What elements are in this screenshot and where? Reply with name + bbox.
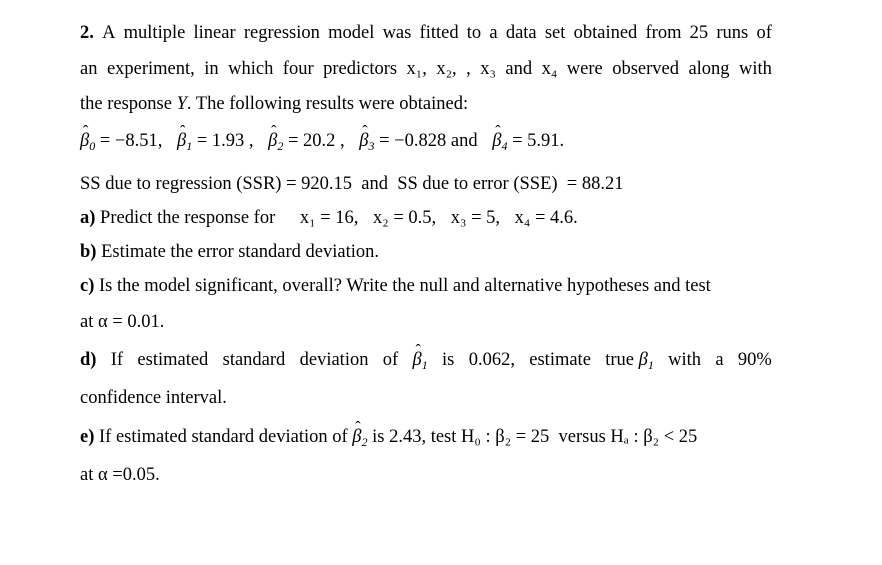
part-c-line-2: at α = 0.01. xyxy=(80,312,165,332)
word: experiment, xyxy=(106,59,195,79)
part-e-text: If estimated standard deviation of xyxy=(99,427,348,447)
word: in xyxy=(204,59,219,79)
part-d-line-2: confidence interval. xyxy=(80,388,227,408)
word: to xyxy=(466,23,482,43)
text: . The following results were obtained: xyxy=(186,94,469,114)
part-e xyxy=(80,428,697,448)
intro-line-2 xyxy=(80,60,772,79)
estimates-line xyxy=(80,132,564,152)
intro-line-1 xyxy=(80,24,772,43)
word: of xyxy=(382,350,399,370)
beta-3-value: = −0.828 xyxy=(379,131,447,151)
word: 25 xyxy=(689,23,709,43)
beta-4-value: = 5.91. xyxy=(512,131,565,151)
word: set xyxy=(544,23,566,43)
text: the response xyxy=(80,94,177,114)
word: fitted xyxy=(419,23,459,43)
word: multiple xyxy=(123,23,186,43)
word: If xyxy=(110,350,124,370)
word: deviation xyxy=(299,350,369,370)
beta-hat-3: ˆ $\beta_3$ xyxy=(359,132,374,152)
word: with xyxy=(739,59,772,79)
word: data xyxy=(505,23,537,43)
word: 90% xyxy=(737,350,772,370)
word: estimated xyxy=(137,350,209,370)
beta-hat-1: ˆ $\beta_1$ xyxy=(177,132,192,152)
beta-hat-2: ˆ $\beta_2$ xyxy=(268,132,283,152)
x2-value: x₂ = 0.5, xyxy=(373,208,437,228)
part-d-label: d) xyxy=(80,350,97,370)
word: and xyxy=(505,59,533,79)
part-e-hypotheses: is 2.43, test H₀ : β₂ = 25 versus Hₐ : β₂ < 25 xyxy=(372,427,698,447)
word: obtained xyxy=(573,23,638,43)
beta-hat-0: ˆ $\beta_0$ xyxy=(80,132,95,152)
word: observed xyxy=(612,59,679,79)
word: were xyxy=(566,59,603,79)
part-b xyxy=(80,243,379,262)
word: x₂, xyxy=(436,59,457,79)
beta-0-value: = −8.51, xyxy=(99,131,163,151)
x3-value: x₃ = 5, xyxy=(450,208,501,228)
word: is xyxy=(442,350,455,370)
beta-1-value: = 1.93 , xyxy=(196,131,254,151)
beta-hat-1: ˆ $\beta_1$ xyxy=(413,351,428,371)
part-b-text: Estimate the error standard deviation. xyxy=(101,242,379,262)
part-c-label: c) xyxy=(80,276,95,296)
beta-hat-2: ˆ $\beta_2$ xyxy=(352,428,367,448)
beta-2-value: = 20.2 , xyxy=(287,131,345,151)
question-number: 2. xyxy=(80,23,94,43)
word: a xyxy=(489,23,498,43)
part-e-label: e) xyxy=(80,427,95,447)
part-d xyxy=(80,351,772,371)
part-e-line-2: at α =0.05. xyxy=(80,465,160,485)
true-beta-1: true $\beta_1$ xyxy=(605,350,654,372)
part-c-text: Is the model significant, overall? Write the null and alternative hypotheses and test xyxy=(99,276,711,296)
word: an xyxy=(80,59,98,79)
word: which xyxy=(228,59,274,79)
word: linear xyxy=(193,23,236,43)
word: a xyxy=(715,350,724,370)
word: from xyxy=(645,23,682,43)
part-a xyxy=(80,209,578,228)
word: of xyxy=(756,23,772,43)
intro-line-3 xyxy=(80,95,468,114)
word: regression xyxy=(243,23,320,43)
word: x₃ xyxy=(480,59,496,79)
response-variable: Y xyxy=(176,94,187,114)
word: A xyxy=(102,23,116,43)
ss-line: SS due to regression (SSR) = 920.15 and SS due to error (SSE) = 88.21 xyxy=(80,174,624,194)
word: model xyxy=(328,23,375,43)
word: x₄ xyxy=(541,59,558,79)
part-b-label: b) xyxy=(80,242,97,262)
beta-hat-4: ˆ $\beta_4$ xyxy=(492,132,507,152)
word: standard xyxy=(222,350,286,370)
word: along xyxy=(688,59,730,79)
x4-value: x₄ = 4.6. xyxy=(514,208,578,228)
word: x₁, xyxy=(406,59,427,79)
word: predictors xyxy=(323,59,398,79)
and-word: and xyxy=(450,131,478,151)
word: , xyxy=(466,59,471,79)
word: with xyxy=(668,350,702,370)
word: estimate xyxy=(529,350,591,370)
part-c xyxy=(80,277,711,296)
part-a-label: a) xyxy=(80,208,96,228)
word: four xyxy=(282,59,314,79)
word: 0.062, xyxy=(468,350,515,370)
x1-value: x₁ = 16, xyxy=(299,208,359,228)
part-a-text: Predict the response for xyxy=(100,208,276,228)
word: runs xyxy=(716,23,749,43)
word: was xyxy=(382,23,412,43)
